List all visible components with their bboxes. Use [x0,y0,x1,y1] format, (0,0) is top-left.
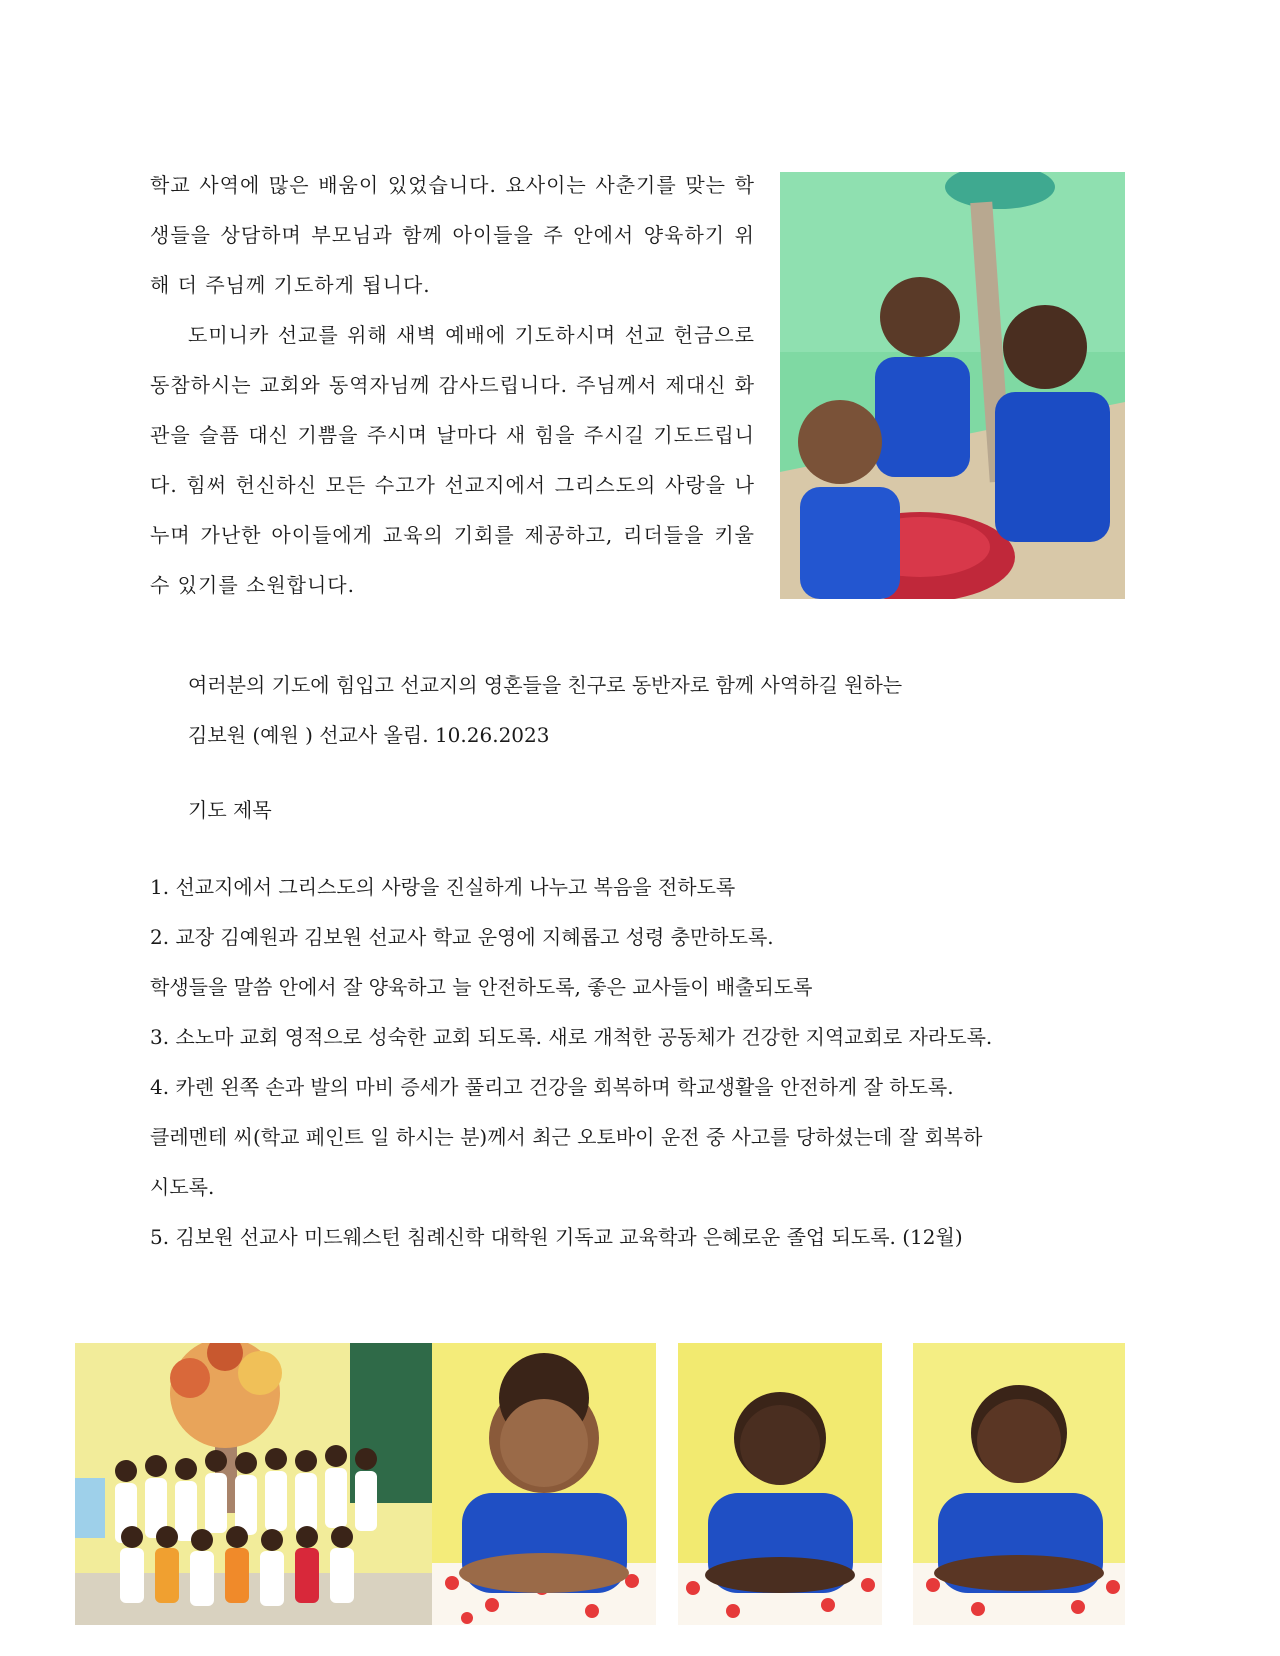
prayer-line: 2. 교장 김예원과 김보원 선교사 학교 운영에 지혜롭고 성령 충만하도록. [150,925,774,949]
prayer-line: 시도록. [150,1175,215,1199]
prayer-line: 3. 소노마 교회 영적으로 성숙한 교회 되도록. 새로 개척한 공동체가 건강한 지역교회로 자라도록. [150,1025,993,1049]
letter-body [150,160,755,610]
paragraph-2: 도미니카 선교를 위해 새벽 예배에 기도하시며 선교 헌금으로 동참하시는 교회와 동역자님께 감사드립니다. 주님께서 제대신 화관을 슬픔 대신 기쁨을 주시며 날마다 새 힘을 주시길 기도드립니다. 힘써 헌신하신 모든 수고가 선교지에서 그리스도의 사랑을 나누며 가난한 아이들에게 교육의 기회를 제공하고, 리더들을 키울 수 있기를 소원합니다. [150,323,755,597]
paragraph-1: 학교 사역에 많은 배움이 있었습니다. 요사이는 사춘기를 맞는 학생들을 상담하며 부모님과 함께 아이들을 주 안에서 양육하기 위해 더 주님께 기도하게 됩니다. [150,173,755,297]
closing-line-2: 김보원 (예원 ) 선교사 올림. 10.26.2023 [188,723,550,747]
prayer-list [150,862,1125,1262]
prayer-line: 5. 김보원 선교사 미드웨스턴 침례신학 대학원 기독교 교육학과 은혜로운 졸업 되도록. (12월) [150,1225,963,1249]
prayer-line: 1. 선교지에서 그리스도의 사랑을 진실하게 나누고 복음을 전하도록 [150,875,736,899]
prayer-line: 4. 카렌 왼쪽 손과 발의 마비 증세가 풀리고 건강을 회복하며 학교생활을 안전하게 잘 하도록. [150,1075,954,1099]
student-portrait-photo [913,1343,1125,1625]
student-portrait-photo [432,1343,656,1625]
prayer-line: 클레멘테 씨(학교 페인트 일 하시는 분)께서 최근 오토바이 운전 중 사고를 당하셨는데 잘 회복하 [150,1125,983,1149]
prayer-heading: 기도 제목 [188,798,272,822]
prayer-line: 학생들을 말씀 안에서 잘 양육하고 늘 안전하도록, 좋은 교사들이 배출되도록 [150,975,813,999]
closing-line-1: 여러분의 기도에 힘입고 선교지의 영혼들을 친구로 동반자로 함께 사역하길 원하는 [188,673,903,697]
student-portrait-photo [678,1343,882,1625]
closing-signature [188,660,902,760]
children-at-playground-photo [780,172,1125,599]
class-group-photo [75,1343,432,1625]
